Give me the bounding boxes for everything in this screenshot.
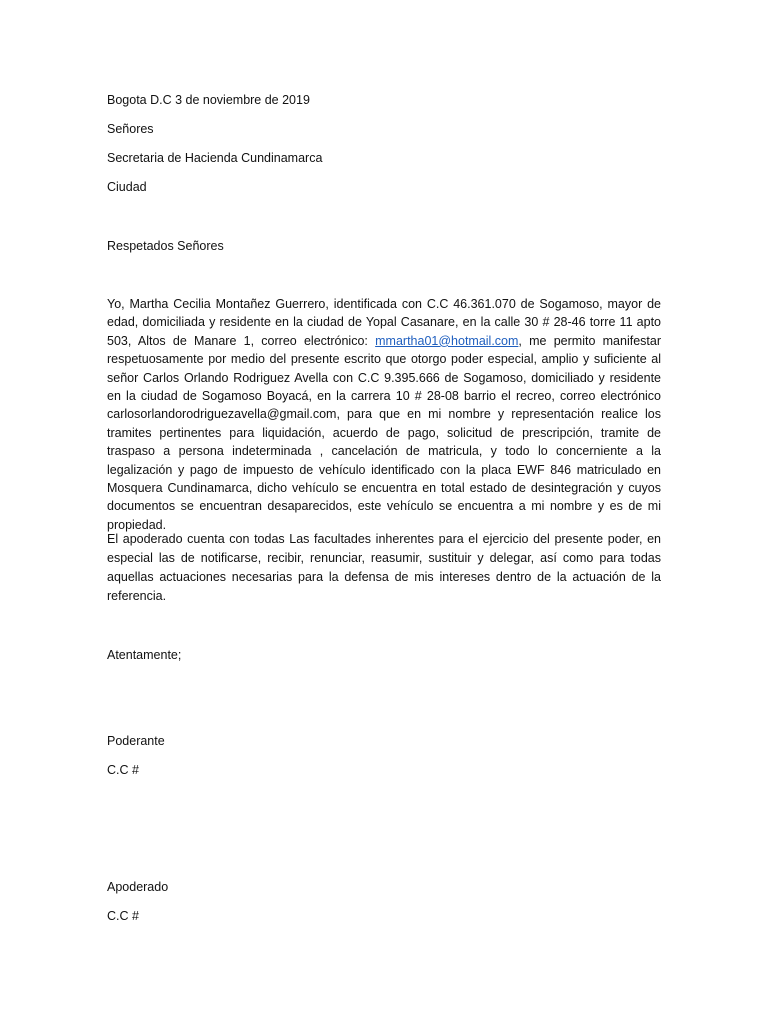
closing: Atentamente; (107, 648, 182, 662)
body-paragraph-2: El apoderado cuenta con todas Las facultades inherentes para el ejercicio del presente poder, en especial las de notificarse, recibir, renunciar, reasumir, sustituir y delegar, así como para todas aquellas actuaciones necesarias para la defensa de mis intereses dentro de la actuación de la referencia. (107, 532, 661, 603)
signature-1-role: Poderante (107, 734, 165, 748)
signature-1-id: C.C # (107, 763, 139, 777)
body-paragraph-1-text-a: Yo, Martha Cecilia Montañez Guerrero, identificada con C.C 46.361.070 de Sogamoso, mayor de edad, domiciliada y residente en la ciudad de Yopal Casanare, en la calle 30 # 28-46 torre 11 apto 503, Altos de Manare 1, correo electrónico: (107, 297, 661, 348)
date-line: Bogota D.C 3 de noviembre de 2019 (107, 93, 310, 107)
recipient-line-1: Señores (107, 122, 154, 136)
email-link[interactable]: mmartha01@hotmail.com (375, 333, 519, 348)
recipient-line-3: Ciudad (107, 180, 147, 194)
signature-2-role: Apoderado (107, 880, 169, 894)
body-paragraph-1 (107, 295, 661, 534)
body-paragraph-1-text-b: , me permito manifestar respetuosamente por medio del presente escrito que otorgo poder especial, amplio y suficiente al señor Carlos Orlando Rodriguez Avella con C.C 9.395.666 de Sogamoso, domiciliado y residente en la ciudad de Sogamoso Boyacá, en la carrera 10 # 28-08 barrio el recreo, correo electrónico carlosorlandorodriguezavella@gmail.com, para que en mi nombre y representación realice los tramites pertinentes para liquidación, acuerdo de pago, solicitud de prescripción, tramite de traspaso a persona indeterminada , cancelación de matricula, y todo lo concerniente a la legalización y pago de impuesto de vehículo identificado con la placa EWF 846 matriculado en Mosquera Cundinamarca, dicho vehículo se encuentra en total estado de desintegración y cuyos documentos se encuentran desaparecidos, este vehículo se encuentra a mi nombre y es de mi propiedad. (107, 333, 661, 532)
salutation: Respetados Señores (107, 239, 224, 253)
recipient-line-2: Secretaria de Hacienda Cundinamarca (107, 151, 323, 165)
signature-2-id: C.C # (107, 909, 139, 923)
